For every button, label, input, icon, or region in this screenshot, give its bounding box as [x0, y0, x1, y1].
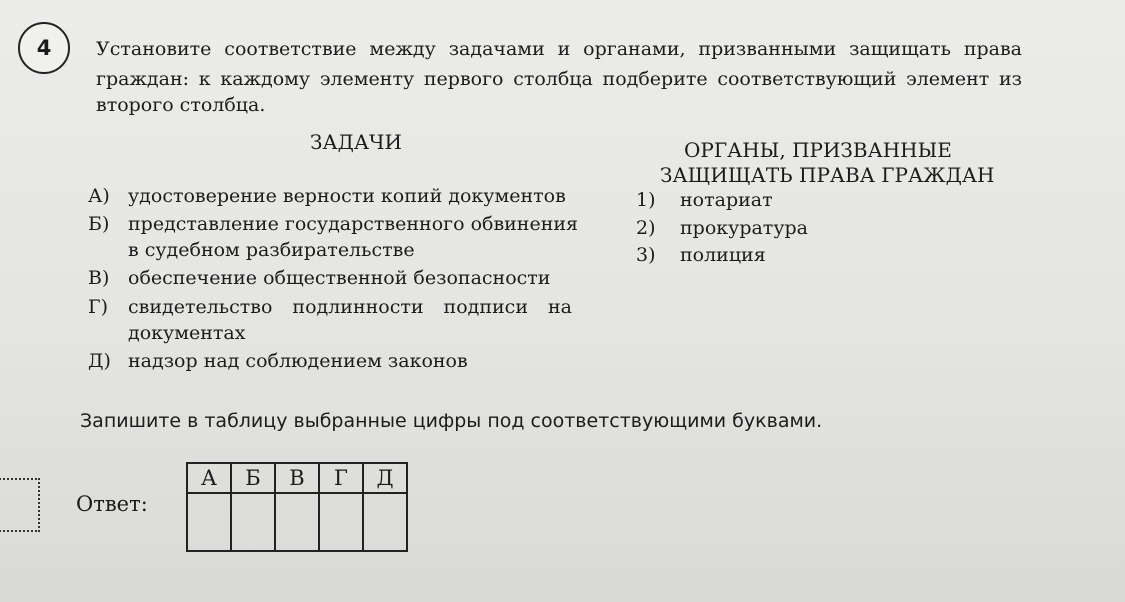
answer-header-a: А [187, 463, 231, 493]
answer-cell-a[interactable] [187, 493, 231, 551]
task-item-g-letter [88, 296, 108, 318]
organ-number: 2) [636, 217, 656, 239]
task-letter: Г) [88, 296, 108, 318]
instruction-text: Запишите в таблицу выбранные цифры под соответствующими буквами. [80, 410, 823, 432]
task-text: обеспечение общественной безопасности [128, 267, 551, 289]
organ-item-1 [636, 189, 773, 211]
task-letter: Д) [88, 350, 111, 372]
answer-header-d: Д [363, 463, 407, 493]
answer-header-b: Б [231, 463, 275, 493]
organs-heading-line-1: ОРГАНЫ, ПРИЗВАННЫЕ [684, 138, 952, 162]
question-line-1: Установите соответствие между задачами и органами, призванными защищать права [96, 38, 1022, 60]
task-number-badge [18, 22, 70, 74]
question-line-3: второго столбца. [96, 94, 266, 116]
answer-label: Ответ: [76, 492, 148, 516]
tasks-heading: ЗАДАЧИ [310, 130, 402, 154]
task-item-v [88, 267, 550, 289]
task-item-a [88, 185, 566, 207]
task-text: в судебном разбирательстве [128, 239, 415, 261]
answer-table [186, 462, 408, 552]
answer-header-v: В [275, 463, 319, 493]
organ-number: 3) [636, 244, 656, 266]
task-item-d [88, 350, 468, 372]
organ-text: прокуратура [680, 217, 808, 239]
task-item-b [88, 213, 578, 235]
organs-heading-line-2: ЗАЩИЩАТЬ ПРАВА ГРАЖДАН [660, 163, 995, 187]
answer-entry-box [0, 478, 40, 532]
task-text: представление государственного обвинения [128, 213, 579, 235]
answer-cell-b[interactable] [231, 493, 275, 551]
task-item-b-continuation [128, 239, 415, 261]
organ-item-2 [636, 217, 808, 239]
question-line-2: граждан: к каждому элементу первого столбца подберите соответствующий элемент из [96, 68, 1022, 90]
organ-item-3 [636, 244, 766, 266]
answer-cell-d[interactable] [363, 493, 407, 551]
task-text: надзор над соблюдением законов [128, 350, 468, 372]
task-letter: А) [88, 185, 110, 207]
task-letter: В) [88, 267, 110, 289]
task-text: документах [128, 322, 246, 344]
task-letter: Б) [88, 213, 110, 235]
task-item-g: свидетельство подлинности подписи на [128, 296, 572, 318]
task-text: удостоверение верности копий документов [128, 185, 566, 207]
organ-text: полиция [680, 244, 766, 266]
organ-number: 1) [636, 189, 656, 211]
task-item-g-continuation [128, 322, 245, 344]
organ-text: нотариат [680, 189, 773, 211]
answer-header-g: Г [319, 463, 363, 493]
answer-cell-g[interactable] [319, 493, 363, 551]
answer-cell-v[interactable] [275, 493, 319, 551]
task-number: 4 [36, 36, 52, 60]
